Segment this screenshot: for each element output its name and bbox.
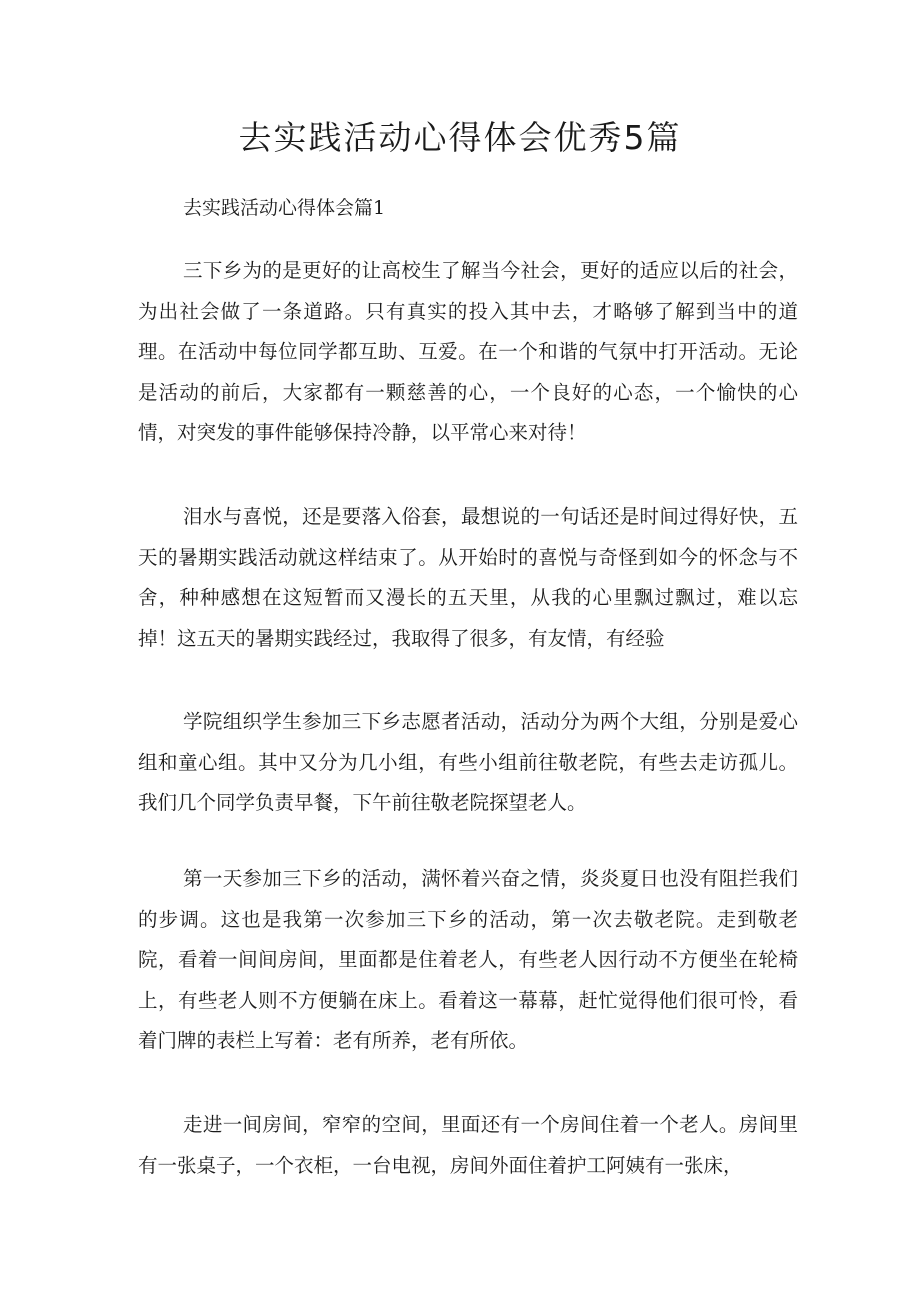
paragraph-3: 学院组织学生参加三下乡志愿者活动，活动分为两个大组，分别是爱心组和童心组。其中又分为几小组，有些小组前往敬老院，有些去走访孤儿。我们几个同学负责早餐，下午前往敬老院探望老人。 xyxy=(138,710,798,814)
paragraph-4: 第一天参加三下乡的活动，满怀着兴奋之情，炎炎夏日也没有阻拦我们的步调。这也是我第一次参加三下乡的活动，第一次去敬老院。走到敬老院，看着一间间房间，里面都是住着老人，有些老人因行动不方便坐在轮椅上，有些老人则不方便躺在床上。看着这一幕幕，赶忙觉得他们很可怜，看着门牌的表栏上写着：老有所养，老有所依。 xyxy=(138,867,798,1052)
paragraph-2: 泪水与喜悦，还是要落入俗套，最想说的一句话还是时间过得好快，五天的暑期实践活动就这样结束了。从开始时的喜悦与奇怪到如今的怀念与不舍，种种感想在这短暂而又漫长的五天里，从我的心里飘过飘过，难以忘掉！这五天的暑期实践经过，我取得了很多，有友情，有经验 xyxy=(138,505,798,650)
document-title: 去实践活动心得体会优秀5篇 xyxy=(238,118,682,157)
paragraph-5: 走进一间房间，窄窄的空间，里面还有一个房间住着一个老人。房间里有一张桌子，一个衣柜，一台电视，房间外面住着护工阿姨有一张床， xyxy=(138,1113,798,1177)
paragraph-1: 三下乡为的是更好的让高校生了解当今社会，更好的适应以后的社会，为出社会做了一条道路。只有真实的投入其中去，才略够了解到当中的道理。在活动中每位同学都互助、互爱。在一个和谐的气氛中打开活动。无论是活动的前后，大家都有一颗慈善的心，一个良好的心态，一个愉快的心情，对突发的事件能够保持冷静，以平常心来对待！ xyxy=(138,259,798,444)
section-heading: 去实践活动心得体会篇1 xyxy=(183,197,386,219)
